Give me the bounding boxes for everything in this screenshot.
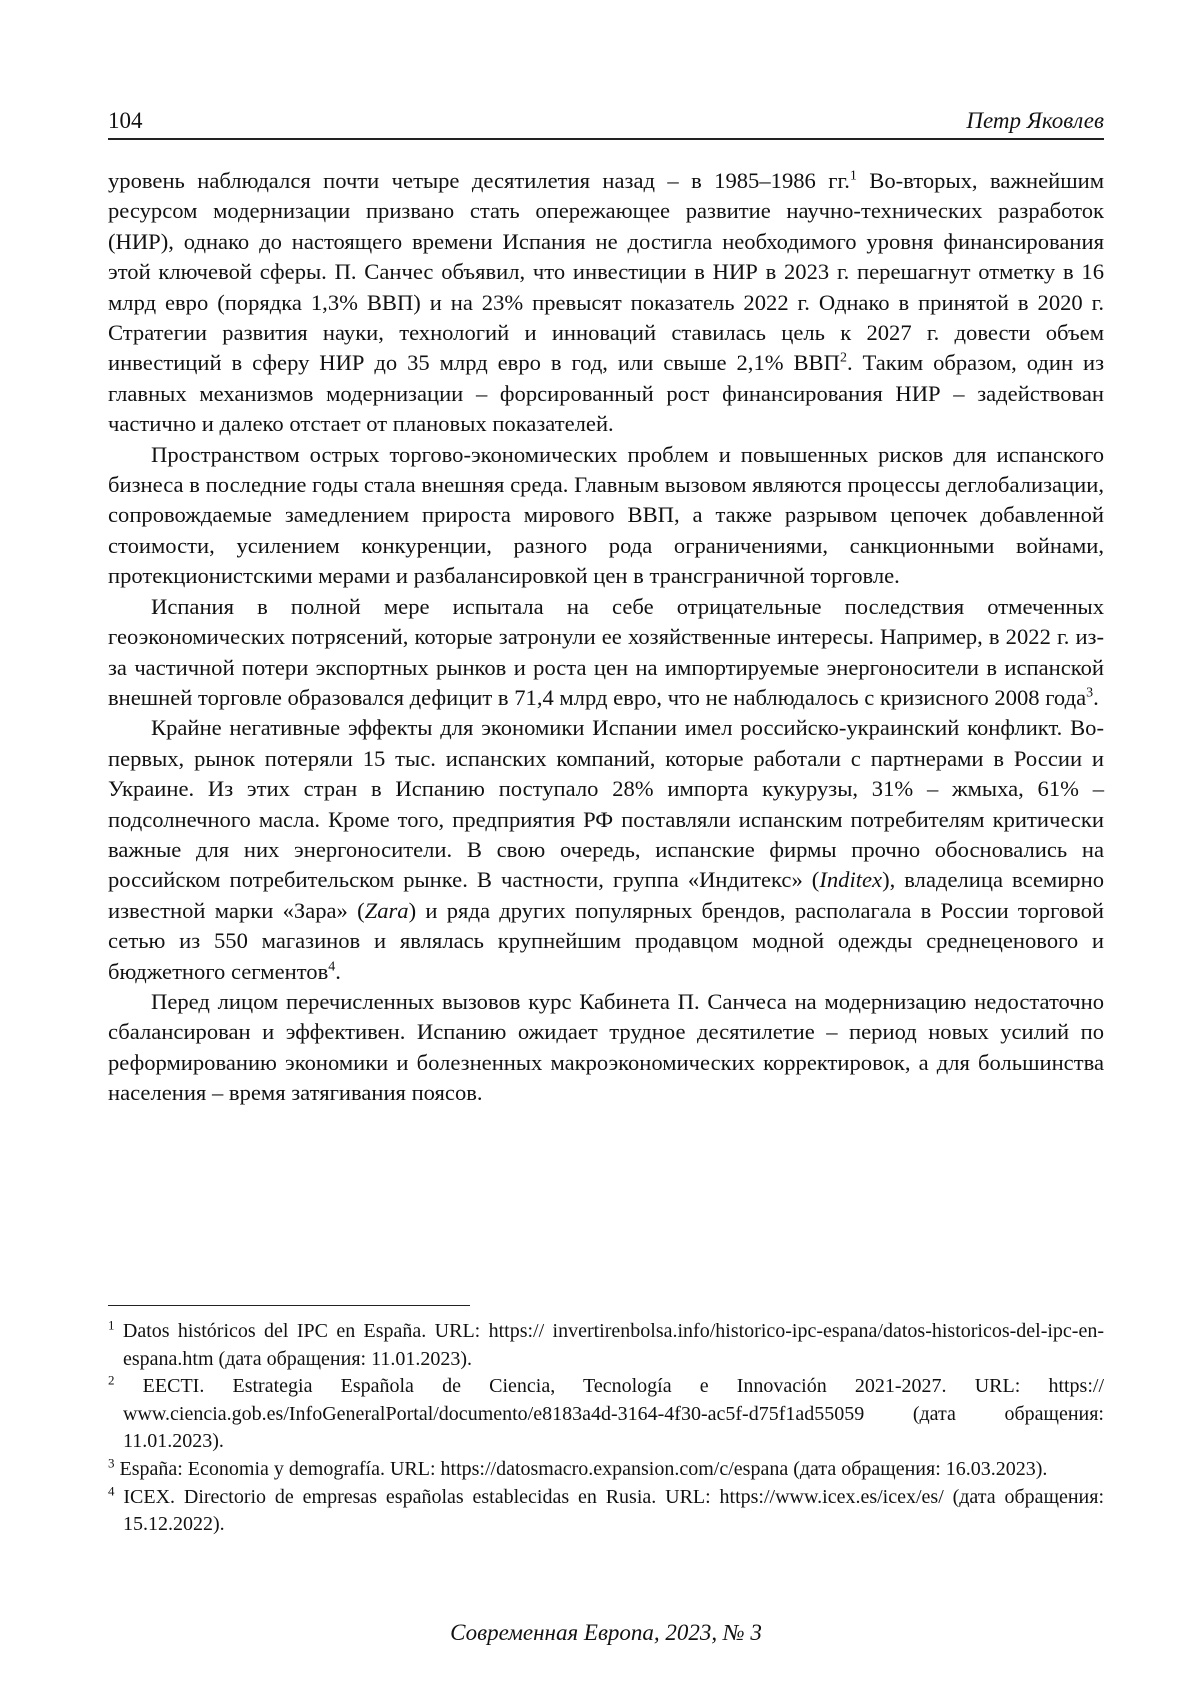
running-footer: Современная Европа, 2023, № 3	[450, 1620, 762, 1645]
running-head-author: Петр Яковлев	[966, 108, 1104, 133]
footnote-ref[interactable]: 3	[1086, 685, 1094, 701]
footnote: $^4$ ICEX. Directorio de empresas españolas establecidas en Rusia. URL: https://www.icex.es/icex/es/ (дата обращения: 15.12.2022).	[108, 1482, 1105, 1536]
paragraph: уровень наблюдался почти четыре десятилетия назад – в 1985–1986 гг.$^1$ Во-вторых, важнейшим ресурсом модернизации призвано стать опережающее развитие научно-технических разработок (НИР), однако до настоящего времени Испания не достигла необходимого уровня финансирования этой ключевой сферы. П. Санчес объявил, что инвестиции в НИР в 2023 г. перешагнут отметку в 16 млрд евро (порядка 1,3% ВВП) и на 23% превысят показатель 2022 г. Однако в принятой в 2020 г. Стратегии развития науки, технологий и инноваций ставилась цель к 2027 г. довести объем инвестиций в сферу НИР до 35 млрд евро в год, или свыше 2,1% ВВП$^2$. Таким образом, один из главных механизмов модернизации – форсированный рост финансирования НИР – задействован частично и далеко отстает от плановых показателей.	[108, 168, 1105, 437]
paragraph: Перед лицом перечисленных вызовов курс Кабинета П. Санчеса на модернизацию недостаточно сбалансирован и эффективен. Испанию ожидает трудное десятилетие – период новых усилий по реформированию экономики и болезненных макроэкономических корректировок, а для большинства населения – время затягивания поясов.	[108, 988, 1104, 1106]
footnote-ref[interactable]: 1	[849, 168, 857, 184]
footnote-ref[interactable]: 4	[328, 959, 336, 975]
footnote: $^2$ EECTI. Estrategia Española de Ciencia, Tecnología e Innovación 2021-2027. URL: https:// www.ciencia.gob.es/InfoGeneralPortal/documento/e8183a4d-3164-4f30-ac5f-d75f1ad55059 (дата обращения: 11.01.2023).	[108, 1372, 1105, 1453]
footnotes	[108, 1318, 1104, 1539]
footnote: $^1$ Datos históricos del IPC en España. URL: https:// invertirenbolsa.info/historico-ipc-espana/datos-historicos-del-ipc-en-espana.htm (дата обращения: 11.01.2023).	[108, 1317, 1105, 1370]
paragraph: Крайне негативные эффекты для экономики Испании имел российско-украинский конфликт. Во-первых, рынок потеряли 15 тыс. испанских компаний, которые работали с партнерами в России и Украине. Из этих стран в Испанию поступало 28% импорта кукурузы, 31% – жмыха, 61% – подсолнечного масла. Кроме того, предприятия РФ поставляли испанским потребителям критически важные для них энергоносители. В свою очередь, испанские фирмы прочно обосновались на российском потребительском рынке. В частности, группа «Индитекс» (Inditex), владелица всемирно известной марки «Зара» (Zara) и ряда других популярных брендов, располагала в России торговой сетью из 550 магазинов и являлась крупнейшим продавцом модной одежды среднеценового и бюджетного сегментов$^4$.	[108, 715, 1104, 984]
body-text	[108, 166, 1104, 1109]
footnote-ref[interactable]: 2	[839, 350, 847, 366]
paragraph: Испания в полной мере испытала на себе отрицательные последствия отмеченных геоэкономических потрясений, которые затронули ее хозяйственные интересы. Например, в 2022 г. из-за частичной потери экспортных рынков и роста цен на импортируемые энергоносители в испанской внешней торговле образовался дефицит в 71,4 млрд евро, что не наблюдалось с кризисного 2008 года$^3$.	[108, 593, 1104, 710]
footnote: $^3$ España: Economia y demografía. URL: https://datosmacro.expansion.com/c/espana (дата обращения: 16.03.2023).	[108, 1455, 1048, 1480]
paragraph: Пространством острых торгово-экономических проблем и повышенных рисков для испанского бизнеса в последние годы стала внешняя среда. Главным вызовом являются процессы деглобализации, сопровождаемые замедлением прироста мирового ВВП, а также разрывом цепочек добавленной стоимости, усилением конкуренции, разного рода ограничениями, санкционными войнами, протекционистскими мерами и разбалансировкой цен в трансграничной торговле.	[108, 441, 1104, 589]
page-number: 104	[108, 108, 143, 133]
footnote-divider	[108, 1305, 470, 1306]
running-header	[108, 108, 1104, 140]
